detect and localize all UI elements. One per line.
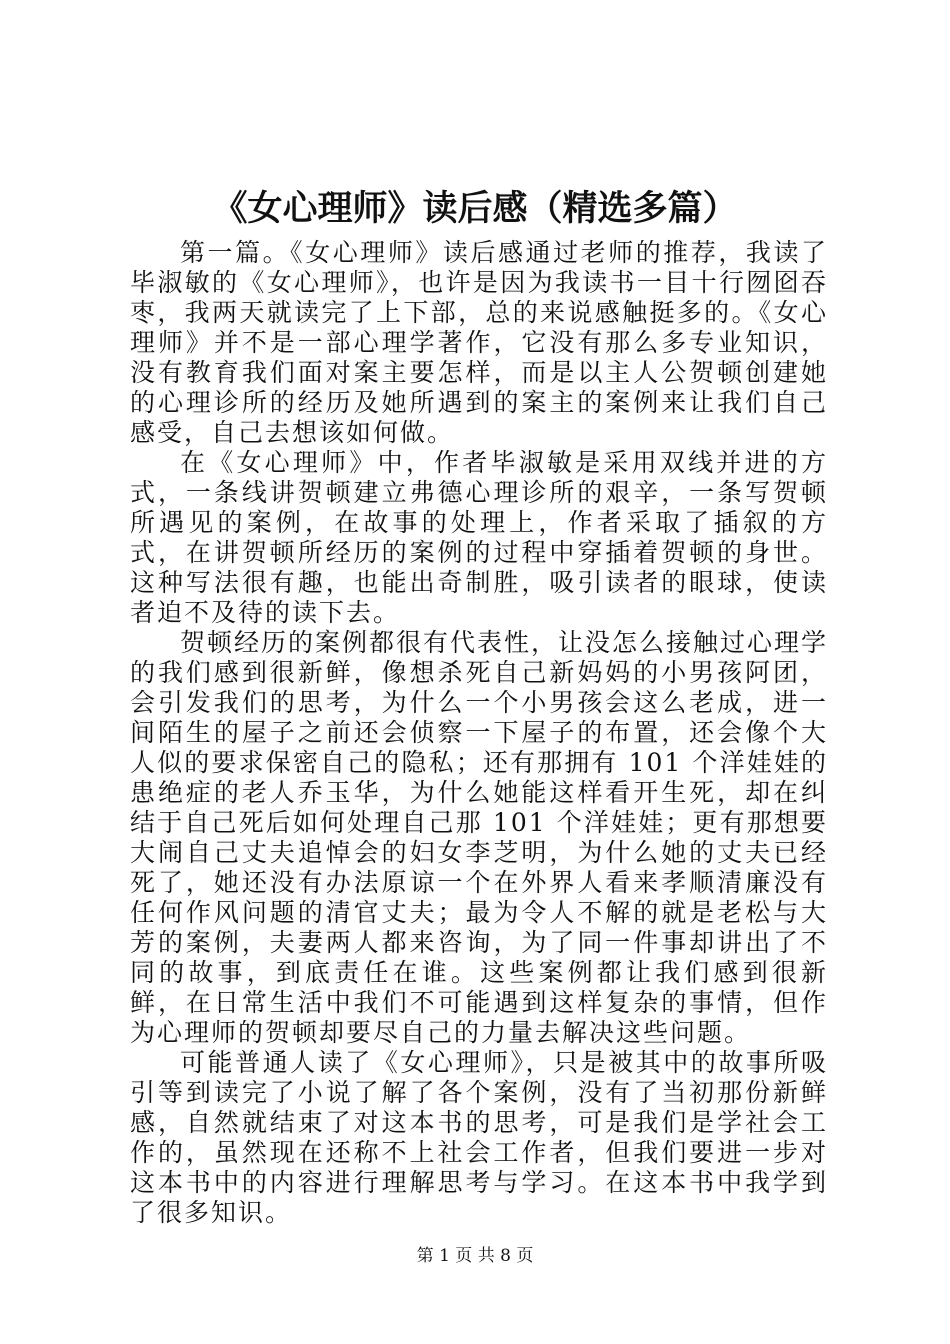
paragraph-4: 可能普通人读了《女心理师》，只是被其中的故事所吸引等到读完了小说了解了各个案例，没有了当初那份新鲜感，自然就结束了对这本书的思考，可是我们是学社会工作的，虽然现在还称不上社会工作者，但我们要进一步对这本书中的内容进行理解思考与学习。在这本书中我学到了很多知识。 [130,1048,828,1227]
page-number-footer: 第 1 页 共 8 页 [416,1246,534,1266]
document-body [130,238,828,1228]
paragraph-2: 在《女心理师》中，作者毕淑敏是采用双线并进的方式，一条线讲贺顿建立弗德心理诊所的艰辛，一条写贺顿所遇见的案例，在故事的处理上，作者采取了插叙的方式，在讲贺顿所经历的案例的过程中穿插着贺顿的身世。这种写法很有趣，也能出奇制胜，吸引读者的眼球，使读者迫不及待的读下去。 [130,448,828,627]
paragraph-1: 第一篇。《女心理师》读后感通过老师的推荐，我读了毕淑敏的《女心理师》，也许是因为我读书一目十行囫囵吞枣，我两天就读完了上下部，总的来说感触挺多的。《女心理师》并不是一部心理学著作，它没有那么多专业知识，没有教育我们面对案主要怎样，而是以主人公贺顿创建她的心理诊所的经历及她所遇到的案主的案例来让我们自己感受，自己去想该如何做。 [130,238,828,447]
document-title: 《女心理师》读后感（精选多篇） [212,188,738,229]
paragraph-3: 贺顿经历的案例都很有代表性，让没怎么接触过心理学的我们感到很新鲜，像想杀死自己新妈妈的小男孩阿团，会引发我们的思考，为什么一个小男孩会这么老成，进一间陌生的屋子之前还会侦察一下屋子的布置，还会像个大人似的要求保密自己的隐私；还有那拥有 101 个洋娃娃的患绝症的老人乔玉华，为什么她能这样看开生死，却在纠结于自己死后如何处理自己那 101 个洋娃娃；更有那想要大闹自己丈夫追悼会的妇女李芝明，为什么她的丈夫已经死了，她还没有办法原谅一个在外界人看来孝顺清廉没有任何作风问题的清官丈夫；最为令人不解的就是老松与大芳的案例，夫妻两人都来咨询，为了同一件事却讲出了不同的故事，到底责任在谁。这些案例都让我们感到很新鲜，在日常生活中我们不可能遇到这样复杂的事情，但作为心理师的贺顿却要尽自己的力量去解决这些问题。 [130,628,829,1047]
